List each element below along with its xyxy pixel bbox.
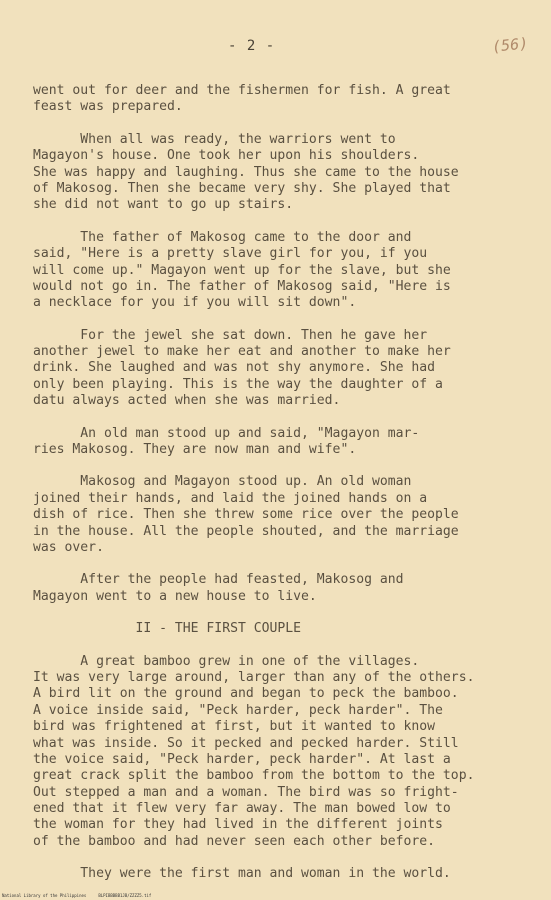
text-line: datu always acted when she was married.: [33, 393, 341, 409]
text-line: another jewel to make her eat and another to make her: [33, 344, 451, 360]
text-line: would not go in. The father of Makosog said, "Here is: [33, 278, 451, 294]
paragraph-gap: [33, 458, 548, 474]
text-line: feast was prepared.: [33, 99, 183, 115]
section-heading: [33, 621, 548, 637]
text-line: They were the first man and woman in the world.: [33, 866, 451, 882]
text-line: An old man stood up and said, "Magayon mar-: [33, 425, 420, 441]
text-line: When all was ready, the warriors went to: [33, 131, 396, 147]
paragraph-gap: [33, 556, 548, 572]
text-line: great crack split the bamboo from the bottom to the top.: [33, 768, 475, 784]
paragraph-gap: [33, 638, 548, 654]
text-line: the woman for they had lived in the different joints: [33, 817, 443, 833]
text-line: only been playing. This is the way the daughter of a: [33, 376, 443, 392]
text-line: ries Makosog. They are now man and wife".: [33, 442, 357, 458]
text-line: said, "Here is a pretty slave girl for you, if you: [33, 246, 428, 262]
paragraph: [33, 654, 548, 851]
text-line: Magayon's house. One took her upon his shoulders.: [33, 148, 420, 164]
text-line: a necklace for you if you will sit down".: [33, 295, 357, 311]
text-line: the voice said, "Peck harder, peck harder". At last a: [33, 751, 451, 767]
archive-footer: National Library of the Philippines BLPIBBBBB1JB/ZZZZ5.tif: [2, 893, 152, 898]
text-line: went out for deer and the fishermen for fish. A great: [33, 83, 451, 98]
paragraph: [33, 426, 548, 459]
text-line: II - THE FIRST COUPLE: [33, 621, 302, 637]
paragraph: [33, 83, 548, 116]
paragraph: [33, 474, 548, 556]
typewritten-text: [33, 83, 548, 883]
text-line: A great bamboo grew in one of the villages.: [33, 653, 420, 669]
paragraph: [33, 132, 548, 214]
text-line: A voice inside said, "Peck harder, peck harder". The: [33, 702, 443, 718]
text-line: After the people had feasted, Makosog and: [33, 572, 404, 588]
text-line: Magayon went to a new house to live.: [33, 588, 317, 604]
paragraph: [33, 230, 548, 312]
text-line: The father of Makosog came to the door and: [33, 229, 412, 245]
text-line: dish of rice. Then she threw some rice over the people: [33, 507, 459, 523]
text-line: in the house. All the people shouted, and the marriage: [33, 523, 459, 539]
paragraph-gap: [33, 605, 548, 621]
text-line: She was happy and laughing. Thus she came to the house: [33, 164, 459, 180]
text-line: joined their hands, and laid the joined hands on a: [33, 490, 428, 506]
text-line: ened that it flew very far away. The man bowed low to: [33, 801, 451, 817]
paragraph-gap: [33, 214, 548, 230]
text-line: what was inside. So it pecked and pecked harder. Still: [33, 735, 459, 751]
text-line: was over.: [33, 539, 104, 555]
paragraph-gap: [33, 410, 548, 426]
text-line: drink. She laughed and was not shy anymore. She had: [33, 360, 436, 376]
paragraph-gap: [33, 850, 548, 866]
text-line: of Makosog. Then she became very shy. She played that: [33, 180, 451, 196]
paragraph: [33, 572, 548, 605]
paragraph-gap: [33, 312, 548, 328]
paragraph-gap: [33, 116, 548, 132]
text-line: For the jewel she sat down. Then he gave her: [33, 327, 428, 343]
page-number: - 2 -: [228, 38, 276, 54]
paragraph: [33, 328, 548, 410]
text-line: she did not want to go up stairs.: [33, 197, 294, 213]
text-line: Makosog and Magayon stood up. An old woman: [33, 474, 412, 490]
text-line: will come up." Magayon went up for the slave, but she: [33, 262, 451, 278]
handwritten-page-number: (56): [491, 34, 529, 56]
text-line: A bird lit on the ground and began to peck the bamboo.: [33, 686, 459, 702]
text-line: Out stepped a man and a woman. The bird was so fright-: [33, 784, 459, 800]
text-line: bird was frightened at first, but it wanted to know: [33, 719, 436, 735]
text-line: of the bamboo and had never seen each other before.: [33, 833, 436, 849]
paragraph: [33, 866, 548, 882]
text-line: It was very large around, larger than any of the others.: [33, 669, 475, 685]
